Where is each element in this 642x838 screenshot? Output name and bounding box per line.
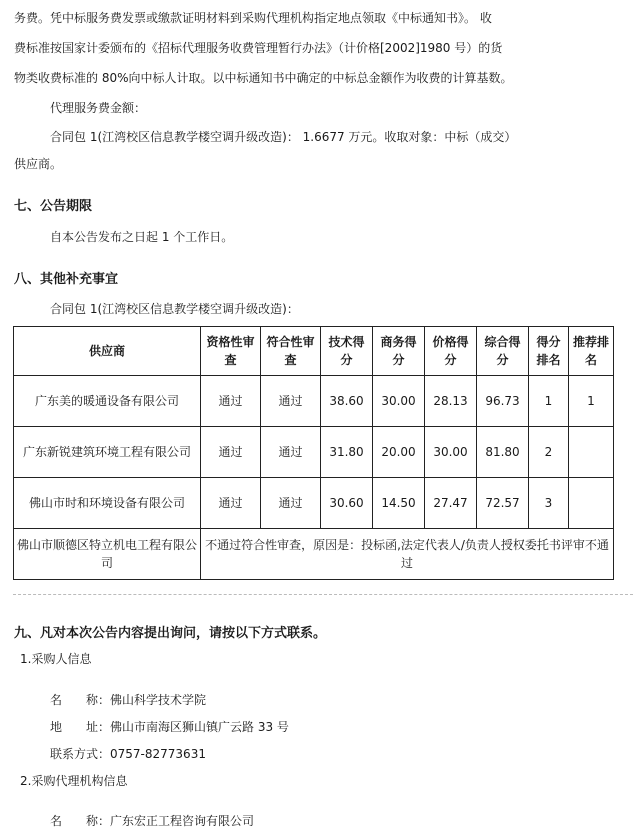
- cell-compliance: 通过: [261, 478, 321, 529]
- purchaser-heading: 1.采购人信息: [20, 652, 92, 666]
- cell-qualification: 通过: [201, 427, 261, 478]
- cell-business: 14.50: [373, 478, 425, 529]
- agency-name-row: [50, 813, 254, 829]
- cell-recommend-rank: [569, 427, 614, 478]
- cell-score-rank: 3: [529, 478, 569, 529]
- header-supplier: 供应商: [14, 327, 201, 376]
- cell-business: 30.00: [373, 376, 425, 427]
- cell-total: 81.80: [477, 427, 529, 478]
- cell-price: 28.13: [425, 376, 477, 427]
- agency-heading: 2.采购代理机构信息: [20, 774, 128, 788]
- table-row: [14, 376, 614, 427]
- fee-line: 供应商。: [14, 157, 63, 171]
- results-table: [13, 326, 614, 580]
- header-recommend-rank: 推荐排名: [569, 327, 614, 376]
- cell-supplier: 佛山市时和环境设备有限公司: [14, 478, 201, 529]
- cell-score-rank: 2: [529, 427, 569, 478]
- paragraph-line: 费标准按国家计委颁布的《招标代理服务收费管理暂行办法》（计价格[2002]1980 号）的货: [14, 41, 503, 55]
- cell-recommend-rank: [569, 478, 614, 529]
- cell-score-rank: 1: [529, 376, 569, 427]
- paragraph-line: 物类收费标准的 80%向中标人计取。以中标通知书中确定的中标总金额作为收费的计算基数。: [14, 71, 513, 85]
- cell-technical: 30.60: [321, 478, 373, 529]
- purchaser-contact-label: 联系方式：: [50, 747, 111, 761]
- cell-supplier: 佛山市顺德区特立机电工程有限公司: [14, 529, 201, 580]
- cell-compliance: 通过: [261, 427, 321, 478]
- purchaser-name: 佛山科学技术学院: [110, 693, 207, 707]
- section-9-title: 九、凡对本次公告内容提出询问，请按以下方式联系。: [14, 626, 327, 641]
- section-8-title: 八、其他补充事宜: [14, 272, 119, 287]
- cell-price: 30.00: [425, 427, 477, 478]
- header-qualification: 资格性审查: [201, 327, 261, 376]
- paragraph-line: 务费。凭中标服务费发票或缴款证明材料到采购代理机构指定地点领取《中标通知书》。 收: [14, 11, 492, 25]
- purchaser-address: 佛山市南海区狮山镇广云路 33 号: [110, 720, 289, 734]
- cell-disqualification-note: 不通过符合性审查，原因是：投标函,法定代表人/负责人授权委托书评审不通过: [201, 529, 614, 580]
- cell-supplier: 广东美的暖通设备有限公司: [14, 376, 201, 427]
- table-row: [14, 478, 614, 529]
- table-row: [14, 427, 614, 478]
- cell-qualification: 通过: [201, 478, 261, 529]
- cell-recommend-rank: 1: [569, 376, 614, 427]
- header-price: 价格得分: [425, 327, 477, 376]
- section-7-text: 自本公告发布之日起 1 个工作日。: [50, 230, 234, 244]
- purchaser-contact-row: [50, 746, 206, 762]
- fee-line: 合同包 1(江湾校区信息教学楼空调升级改造)： 1.6677 万元。收取对象：中标（成交）: [50, 130, 517, 144]
- cell-total: 96.73: [477, 376, 529, 427]
- section-7-title: 七、公告期限: [14, 199, 93, 214]
- cell-technical: 31.80: [321, 427, 373, 478]
- agency-name-label: 名 称：: [50, 814, 111, 828]
- table-header-row: [14, 327, 614, 376]
- divider: [13, 594, 633, 595]
- header-total: 综合得分: [477, 327, 529, 376]
- cell-business: 20.00: [373, 427, 425, 478]
- cell-qualification: 通过: [201, 376, 261, 427]
- cell-total: 72.57: [477, 478, 529, 529]
- cell-compliance: 通过: [261, 376, 321, 427]
- table-row: [14, 529, 614, 580]
- cell-supplier: 广东新锐建筑环境工程有限公司: [14, 427, 201, 478]
- purchaser-address-row: [50, 719, 289, 735]
- header-technical: 技术得分: [321, 327, 373, 376]
- cell-technical: 38.60: [321, 376, 373, 427]
- agency-name: 广东宏正工程咨询有限公司: [110, 814, 255, 828]
- cell-price: 27.47: [425, 478, 477, 529]
- header-compliance: 符合性审查: [261, 327, 321, 376]
- purchaser-name-label: 名 称：: [50, 693, 111, 707]
- header-business: 商务得分: [373, 327, 425, 376]
- purchaser-contact: 0757-82773631: [110, 747, 206, 761]
- purchaser-address-label: 地 址：: [50, 720, 111, 734]
- purchaser-name-row: [50, 692, 206, 708]
- section-8-intro: 合同包 1(江湾校区信息教学楼空调升级改造)：: [50, 302, 299, 316]
- header-score-rank: 得分排名: [529, 327, 569, 376]
- fee-label: 代理服务费金额：: [50, 101, 147, 115]
